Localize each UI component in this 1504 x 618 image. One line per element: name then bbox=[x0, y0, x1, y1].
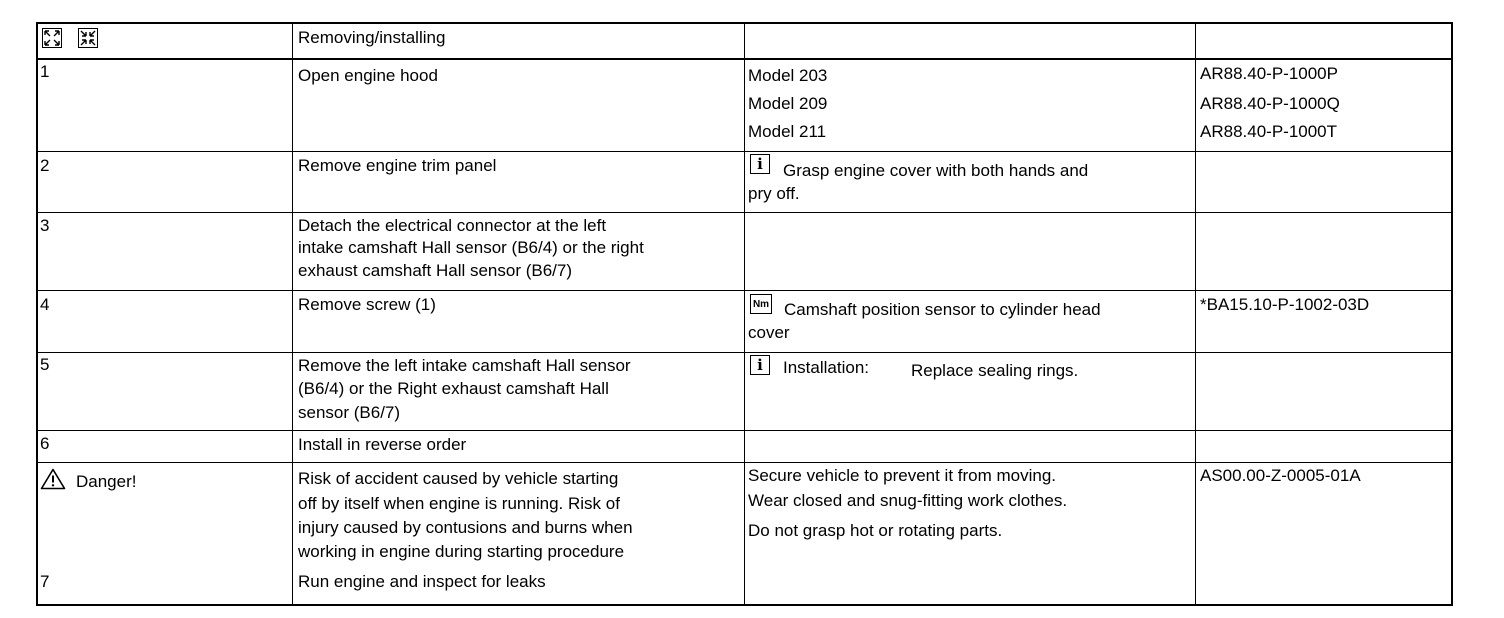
procedure-table bbox=[36, 22, 1453, 606]
info-icon: i bbox=[750, 355, 770, 375]
step-action: Remove screw (1) bbox=[298, 295, 436, 314]
row-divider bbox=[38, 212, 1451, 213]
step-number: 6 bbox=[40, 434, 50, 453]
reference-link[interactable]: AS00.00-Z-0005-01A bbox=[1200, 466, 1361, 485]
info-icon: i bbox=[750, 154, 770, 174]
row-divider bbox=[38, 290, 1451, 291]
row-divider bbox=[38, 430, 1451, 431]
step-action: Remove engine trim panel bbox=[298, 156, 497, 175]
danger-text-line: working in engine during starting procedure bbox=[298, 542, 625, 561]
step-note: pry off. bbox=[748, 184, 800, 203]
step-action-line: sensor (B6/7) bbox=[298, 403, 401, 422]
step-action: Run engine and inspect for leaks bbox=[298, 572, 546, 591]
step-number: 7 bbox=[40, 572, 50, 591]
step-note: Grasp engine cover with both hands and bbox=[783, 161, 1089, 180]
step-note: Camshaft position sensor to cylinder head bbox=[784, 300, 1101, 319]
danger-text-line: injury caused by contusions and burns when bbox=[298, 518, 633, 537]
torque-nm-icon: Nm bbox=[750, 294, 772, 314]
header-title: Removing/installing bbox=[298, 28, 446, 47]
row-divider bbox=[38, 352, 1451, 353]
step-action-line: exhaust camshaft Hall sensor (B6/7) bbox=[298, 261, 573, 280]
step-action-line: Detach the electrical connector at the left bbox=[298, 216, 607, 235]
step-number: 2 bbox=[40, 156, 50, 175]
danger-note: Secure vehicle to prevent it from moving. bbox=[748, 466, 1057, 485]
step-action: Install in reverse order bbox=[298, 435, 467, 454]
model-note: Model 209 bbox=[748, 94, 828, 113]
danger-label: Danger! bbox=[76, 472, 137, 491]
reference-link[interactable]: AR88.40-P-1000T bbox=[1200, 122, 1338, 141]
reference-link[interactable]: AR88.40-P-1000P bbox=[1200, 64, 1338, 83]
reference-link[interactable]: *BA15.10-P-1002-03D bbox=[1200, 295, 1370, 314]
row-divider bbox=[38, 462, 1451, 463]
step-number: 1 bbox=[40, 62, 50, 81]
step-action-line: (B6/4) or the Right exhaust camshaft Hall bbox=[298, 379, 609, 398]
step-action: Open engine hood bbox=[298, 66, 438, 85]
step-number: 3 bbox=[40, 216, 50, 235]
collapse-arrows-icon bbox=[78, 28, 98, 48]
column-divider bbox=[292, 24, 293, 604]
expand-arrows-icon bbox=[42, 28, 62, 48]
danger-note: Do not grasp hot or rotating parts. bbox=[748, 521, 1003, 540]
column-divider bbox=[744, 24, 745, 604]
model-note: Model 211 bbox=[748, 122, 827, 141]
danger-note: Wear closed and snug-fitting work clothes. bbox=[748, 491, 1068, 510]
model-note: Model 203 bbox=[748, 66, 828, 85]
header-divider bbox=[38, 58, 1451, 60]
step-number: 5 bbox=[40, 355, 50, 374]
step-note: cover bbox=[748, 323, 790, 342]
step-note: Replace sealing rings. bbox=[911, 361, 1079, 380]
note-label: Installation: bbox=[783, 358, 869, 377]
warning-triangle-icon bbox=[40, 468, 66, 490]
step-number: 4 bbox=[40, 295, 50, 314]
danger-text-line: off by itself when engine is running. Risk of bbox=[298, 494, 620, 513]
reference-link[interactable]: AR88.40-P-1000Q bbox=[1200, 94, 1340, 113]
column-divider bbox=[1195, 24, 1196, 604]
step-action-line: intake camshaft Hall sensor (B6/4) or the right bbox=[298, 238, 644, 257]
row-divider bbox=[38, 151, 1451, 152]
step-action-line: Remove the left intake camshaft Hall sensor bbox=[298, 356, 631, 375]
danger-text-line: Risk of accident caused by vehicle starting bbox=[298, 469, 619, 488]
